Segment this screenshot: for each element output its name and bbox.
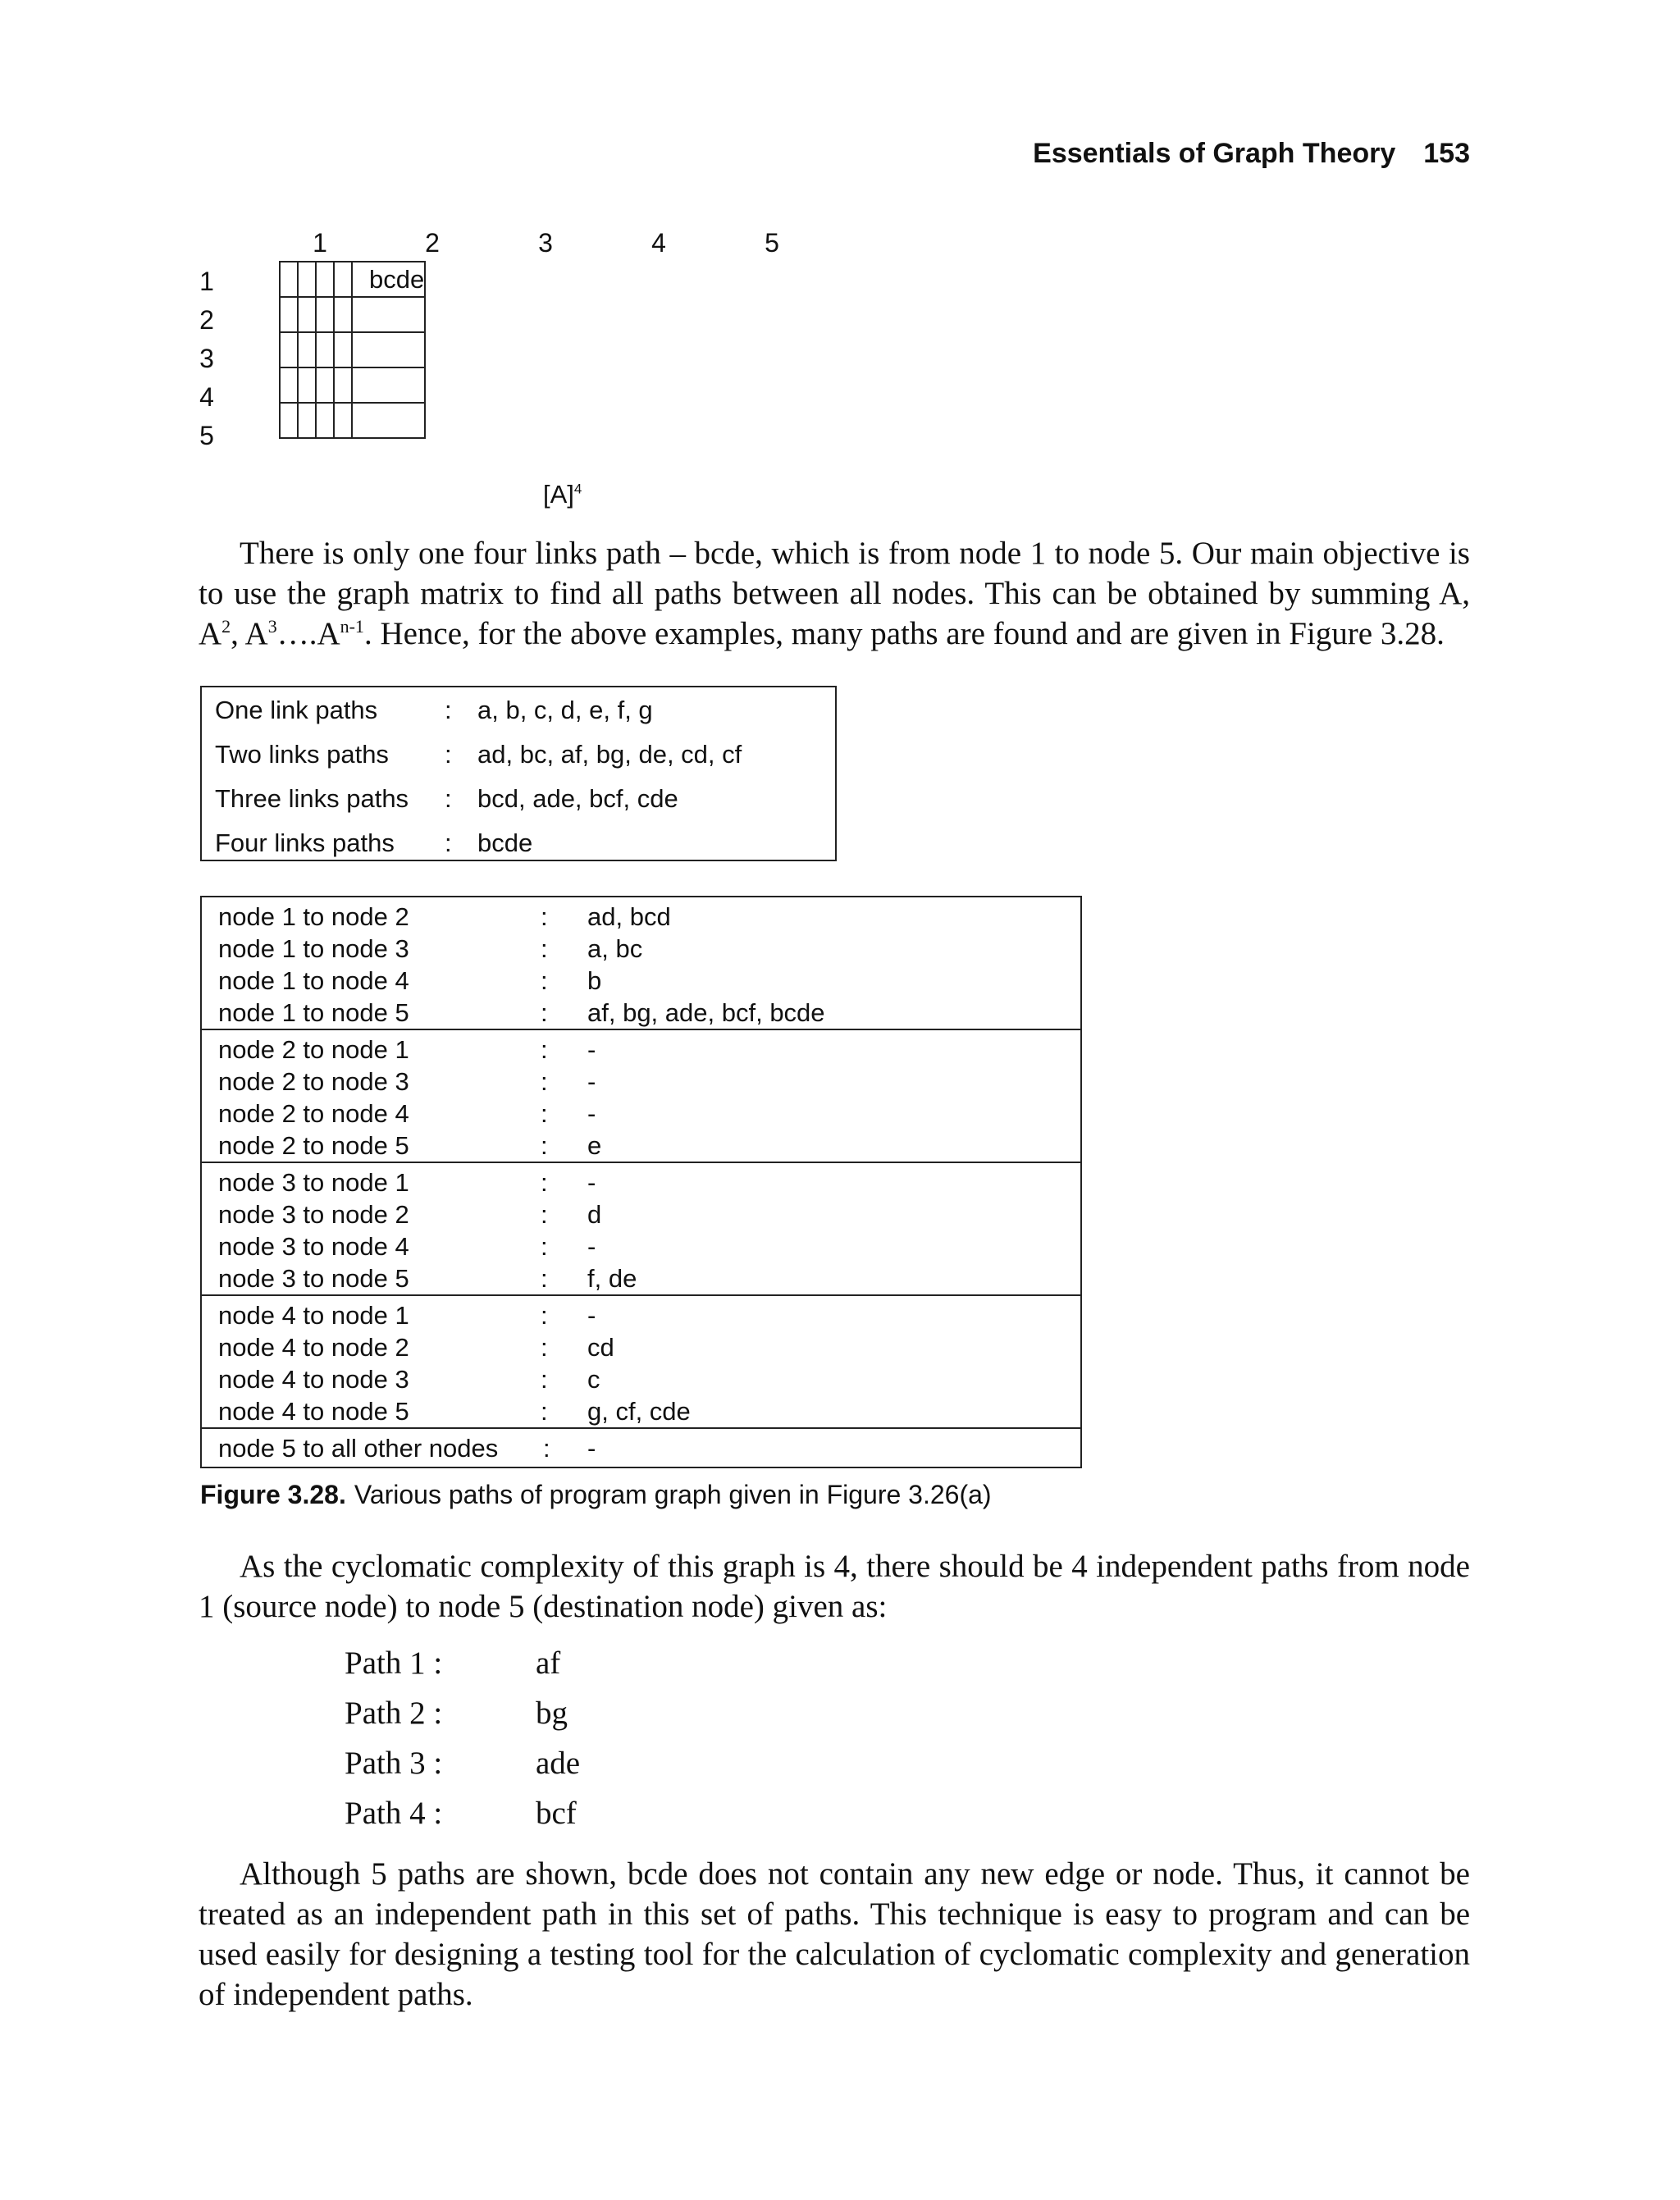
- matrix-row: [280, 297, 425, 332]
- matrix-row-header: 2: [199, 305, 214, 335]
- node-path-row: [202, 1432, 1080, 1467]
- matrix-cell: [352, 332, 425, 367]
- node-path-from: node 1 to node 2: [218, 902, 409, 931]
- matrix-row-header: 5: [199, 421, 214, 450]
- matrix-cell: [280, 262, 298, 297]
- summary-separator: :: [445, 784, 452, 813]
- node-path-separator: :: [541, 902, 548, 931]
- paragraph-2-text: As the cyclomatic complexity of this graph is 4, there should be 4 independent paths from node 1 (source node) to node 5 (destination node) given as:: [199, 1549, 1470, 1624]
- paragraph-1-text: ….A: [276, 616, 340, 651]
- path-row: [345, 1795, 580, 1845]
- node-path-value: -: [587, 1035, 596, 1064]
- node-path-value: ad, bcd: [587, 902, 671, 931]
- node-path-separator: :: [541, 1067, 548, 1096]
- matrix-cell: [352, 367, 425, 403]
- node-path-separator: :: [541, 966, 548, 995]
- node-path-value: -: [587, 1168, 596, 1197]
- path-label: Path 3 :: [345, 1746, 443, 1781]
- matrix-row: [280, 332, 425, 367]
- node-path-separator: :: [541, 934, 548, 963]
- matrix-cell: [298, 262, 316, 297]
- matrix-cell: [280, 367, 298, 403]
- node-path-row: [202, 1098, 1080, 1130]
- node-path-separator: :: [541, 1131, 548, 1160]
- node-group-1: [202, 897, 1080, 1030]
- summary-value: ad, bc, af, bg, de, cd, cf: [477, 740, 742, 769]
- node-path-separator: :: [541, 1301, 548, 1330]
- node-path-value: -: [587, 1434, 596, 1463]
- path-label: Path 4 :: [345, 1796, 443, 1831]
- node-paths-table: [200, 896, 1082, 1468]
- node-path-separator: :: [541, 1365, 548, 1394]
- node-path-from: node 1 to node 4: [218, 966, 409, 995]
- node-path-from: node 4 to node 2: [218, 1333, 409, 1362]
- summary-row: [215, 828, 532, 858]
- node-path-row: [202, 1198, 1080, 1230]
- matrix-cell: [334, 403, 352, 438]
- node-path-from: node 5 to all other nodes: [218, 1434, 499, 1463]
- summary-label: One link paths: [215, 696, 378, 724]
- matrix-row-header: 1: [199, 267, 214, 296]
- node-path-from: node 3 to node 2: [218, 1200, 409, 1229]
- node-path-from: node 3 to node 1: [218, 1168, 409, 1197]
- node-path-from: node 3 to node 5: [218, 1264, 409, 1293]
- node-path-value: b: [587, 966, 602, 995]
- node-path-row: [202, 1262, 1080, 1294]
- matrix-cell: [334, 367, 352, 403]
- running-header: [1033, 138, 1470, 170]
- matrix-cell: [280, 332, 298, 367]
- summary-row: [215, 696, 653, 725]
- node-path-value: f, de: [587, 1264, 637, 1293]
- matrix-col-header: 4: [651, 228, 666, 258]
- matrix-col-header: 3: [538, 228, 553, 258]
- matrix-cell: [316, 367, 334, 403]
- matrix-cell: [334, 262, 352, 297]
- matrix-grid: [279, 261, 426, 439]
- paragraph-2: [199, 1546, 1470, 1627]
- node-path-separator: :: [541, 1232, 548, 1261]
- figure-label: Figure 3.28.: [200, 1480, 346, 1509]
- matrix-col-header: 2: [425, 228, 440, 258]
- summary-separator: :: [445, 696, 452, 724]
- matrix-cell: [298, 297, 316, 332]
- path-value: bcf: [536, 1796, 577, 1831]
- node-path-value: af, bg, ade, bcf, bcde: [587, 998, 825, 1027]
- node-path-value: c: [587, 1365, 600, 1394]
- summary-label: Two links paths: [215, 740, 389, 769]
- summary-value: bcde: [477, 828, 533, 857]
- matrix-row: [280, 262, 425, 297]
- path-value: af: [536, 1645, 561, 1681]
- matrix-caption-exponent: 4: [573, 481, 582, 497]
- matrix-cell: [316, 332, 334, 367]
- node-path-value: -: [587, 1232, 596, 1261]
- summary-label: Four links paths: [215, 828, 395, 857]
- node-path-row: [202, 1331, 1080, 1363]
- paragraph-1-text: , A: [231, 616, 268, 651]
- matrix-col-header: 1: [313, 228, 327, 258]
- node-path-row: [202, 1034, 1080, 1066]
- node-path-value: -: [587, 1067, 596, 1096]
- path-row: [345, 1695, 580, 1745]
- path-label: Path 1 :: [345, 1645, 443, 1681]
- node-path-from: node 2 to node 3: [218, 1067, 409, 1096]
- superscript: 2: [221, 616, 231, 637]
- matrix-row-header: 3: [199, 344, 214, 373]
- superscript: 3: [267, 616, 277, 637]
- summary-row: [215, 740, 742, 769]
- node-path-value: -: [587, 1301, 596, 1330]
- summary-row: [215, 784, 678, 814]
- node-group-4: [202, 1296, 1080, 1429]
- matrix-cell: [352, 297, 425, 332]
- node-path-from: node 3 to node 4: [218, 1232, 409, 1261]
- matrix-cell: [316, 262, 334, 297]
- summary-label: Three links paths: [215, 784, 409, 813]
- matrix-cell: [352, 403, 425, 438]
- node-path-from: node 4 to node 5: [218, 1397, 409, 1426]
- matrix-col-header: 5: [765, 228, 779, 258]
- matrix-row: [280, 403, 425, 438]
- node-path-from: node 2 to node 1: [218, 1035, 409, 1064]
- summary-value: bcd, ade, bcf, cde: [477, 784, 678, 813]
- node-path-row: [202, 1066, 1080, 1098]
- node-path-row: [202, 1299, 1080, 1331]
- paragraph-3: [199, 1854, 1470, 2015]
- matrix-cell: [280, 403, 298, 438]
- matrix-row-header: 4: [199, 382, 214, 412]
- node-path-row: [202, 1130, 1080, 1162]
- node-path-separator: :: [541, 1333, 548, 1362]
- node-path-from: node 1 to node 5: [218, 998, 409, 1027]
- node-path-value: -: [587, 1099, 596, 1128]
- node-group-5: [202, 1429, 1080, 1467]
- node-path-separator: :: [541, 1035, 548, 1064]
- summary-separator: :: [445, 828, 452, 857]
- node-path-from: node 1 to node 3: [218, 934, 409, 963]
- page-number: 153: [1423, 138, 1470, 169]
- summary-value: a, b, c, d, e, f, g: [477, 696, 653, 724]
- node-path-row: [202, 997, 1080, 1029]
- node-path-value: cd: [587, 1333, 614, 1362]
- paragraph-1-text: There is only one four links path – bcde, which is from node 1 to node 5. Our main objective is to use the graph matrix to find all paths between all nodes. This can be obtained by summing A, A: [199, 536, 1470, 651]
- matrix-caption-base: [A]: [543, 480, 574, 509]
- paragraph-3-text: Although 5 paths are shown, bcde does not contain any new edge or node. Thus, it cannot be treated as an independent path in this set of paths. This technique is easy to program and can be used easily for designing a testing tool for the calculation of cyclomatic complexity and generation of independent paths.: [199, 1856, 1470, 2012]
- node-path-row: [202, 1166, 1080, 1198]
- path-label: Path 2 :: [345, 1696, 443, 1731]
- matrix-cell: [298, 367, 316, 403]
- path-value: ade: [536, 1746, 581, 1781]
- matrix-cell: bcde: [352, 262, 425, 297]
- path-row: [345, 1645, 580, 1695]
- matrix-cell: [334, 297, 352, 332]
- node-path-value: d: [587, 1200, 602, 1229]
- node-path-separator: :: [541, 1397, 548, 1426]
- node-path-separator: :: [541, 998, 548, 1027]
- header-title: Essentials of Graph Theory: [1033, 138, 1396, 169]
- node-path-from: node 4 to node 1: [218, 1301, 409, 1330]
- node-path-from: node 4 to node 3: [218, 1365, 409, 1394]
- node-path-value: g, cf, cde: [587, 1397, 691, 1426]
- matrix-caption: [543, 480, 582, 509]
- matrix-cell: [316, 403, 334, 438]
- link-paths-summary-box: [200, 686, 837, 861]
- superscript: n-1: [340, 616, 364, 637]
- independent-paths-list: [345, 1645, 580, 1845]
- node-path-separator: :: [541, 1264, 548, 1293]
- node-path-row: [202, 1230, 1080, 1262]
- path-row: [345, 1745, 580, 1795]
- node-path-row: [202, 901, 1080, 933]
- matrix-cell: [298, 332, 316, 367]
- node-path-separator: :: [543, 1434, 550, 1463]
- matrix-cell: [316, 297, 334, 332]
- node-path-row: [202, 965, 1080, 997]
- node-path-separator: :: [541, 1099, 548, 1128]
- node-group-3: [202, 1163, 1080, 1296]
- node-path-value: a, bc: [587, 934, 643, 963]
- paragraph-1-text: . Hence, for the above examples, many paths are found and are given in Figure 3.28.: [363, 616, 1445, 651]
- node-path-row: [202, 933, 1080, 965]
- paragraph-1: [199, 533, 1470, 654]
- matrix-row: [280, 367, 425, 403]
- figure-caption-text: Various paths of program graph given in Figure 3.26(a): [354, 1480, 992, 1509]
- node-path-separator: :: [541, 1168, 548, 1197]
- summary-separator: :: [445, 740, 452, 769]
- matrix-cell: [334, 332, 352, 367]
- path-value: bg: [536, 1696, 568, 1731]
- node-path-from: node 2 to node 5: [218, 1131, 409, 1160]
- node-path-row: [202, 1363, 1080, 1395]
- matrix-cell: [298, 403, 316, 438]
- node-path-value: e: [587, 1131, 602, 1160]
- node-path-separator: :: [541, 1200, 548, 1229]
- figure-caption: [200, 1480, 992, 1510]
- matrix-cell: [280, 297, 298, 332]
- node-group-2: [202, 1030, 1080, 1163]
- node-path-from: node 2 to node 4: [218, 1099, 409, 1128]
- node-path-row: [202, 1395, 1080, 1427]
